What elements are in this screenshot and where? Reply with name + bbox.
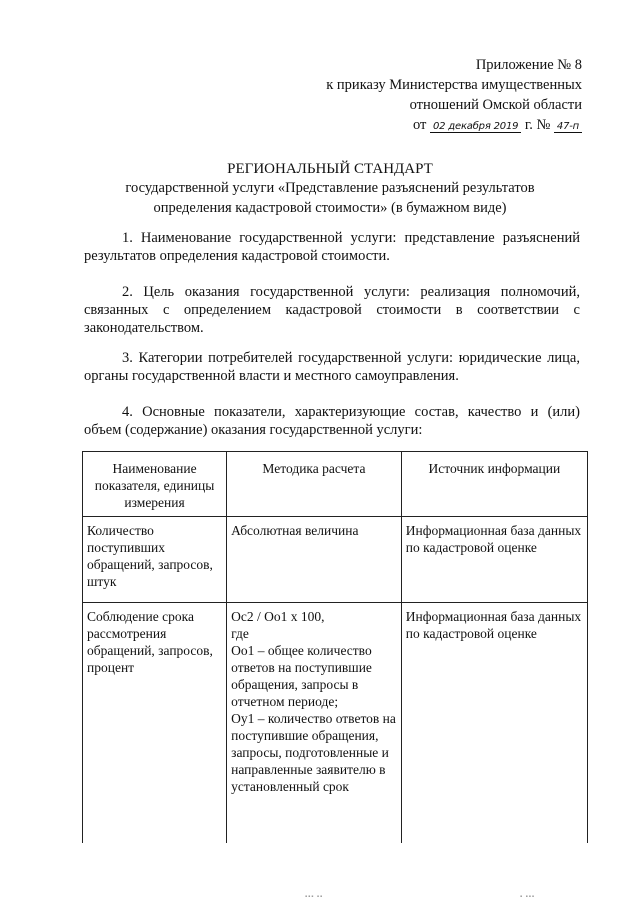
method-definition-oy1: Оу1 – количество ответов на поступившие обращения, запросы, подготовленные и направленные заявителю в установленный срок xyxy=(231,711,396,794)
cell-indicator: Количество поступивших обращений, запросов, штук xyxy=(83,517,227,603)
handwritten-date: 02 декабря 2019 xyxy=(430,121,521,133)
paragraph-2: 2. Цель оказания государственной услуги: реализация полномочий, связанных с определением кадастровой стоимости в соответствии с законодательством. xyxy=(84,284,580,336)
paragraph-3: 3. Категории потребителей государственной услуги: юридические лица, органы государственной власти и местного самоуправления. xyxy=(84,350,580,384)
order-reference: к приказу Министерства имущественных xyxy=(326,77,582,93)
header-source: Источник информации xyxy=(401,452,587,517)
cell-source: Информационная база данных по кадастровой оценке xyxy=(401,603,587,844)
appendix-header xyxy=(326,55,582,137)
ministry-name: отношений Омской области xyxy=(409,97,582,113)
cell-source: Информационная база данных по кадастровой оценке xyxy=(401,517,587,603)
header-method: Методика расчета xyxy=(227,452,402,517)
table-row xyxy=(83,603,588,844)
paragraph-1: 1. Наименование государственной услуги: представление разъяснений результатов определения кадастровой стоимости. xyxy=(84,230,580,264)
order-date-line xyxy=(326,115,582,137)
handwritten-order-number: 47-п xyxy=(554,121,582,133)
method-definition-oo1: Оо1 – общее количество ответов на поступившие обращения, запросы в отчетном периоде; xyxy=(231,643,372,709)
cell-indicator: Соблюдение срока рассмотрения обращений, запросов, процент xyxy=(83,603,227,844)
subtitle-line-1: государственной услуги «Представление разъяснений результатов xyxy=(125,180,535,196)
method-where: где xyxy=(231,626,249,641)
method-line: Абсолютная величина xyxy=(231,523,359,538)
appendix-number: Приложение № 8 xyxy=(475,57,582,73)
subtitle-line-2: определения кадастровой стоимости» (в бумажном виде) xyxy=(153,200,507,216)
scan-artifact: ▪ ▪▪▪ xyxy=(520,894,536,900)
method-formula: Ос2 / Оо1 х 100, xyxy=(231,609,325,624)
date-suffix: г. № xyxy=(524,117,551,133)
document-subtitle xyxy=(70,178,590,218)
indicators-table xyxy=(82,451,588,843)
document-title: РЕГИОНАЛЬНЫЙ СТАНДАРТ xyxy=(227,161,433,177)
table-row xyxy=(83,517,588,603)
paragraph-4: 4. Основные показатели, характеризующие состав, качество и (или) объем (содержание) оказания государственной услуги: xyxy=(84,404,580,438)
table-header-row xyxy=(83,452,588,517)
date-prefix: от xyxy=(412,117,427,133)
scan-artifact: ▪▪▪ ▪▪ xyxy=(305,894,324,900)
cell-method xyxy=(227,603,402,844)
header-indicator: Наименование показателя, единицы измерения xyxy=(83,452,227,517)
cell-method xyxy=(227,517,402,603)
